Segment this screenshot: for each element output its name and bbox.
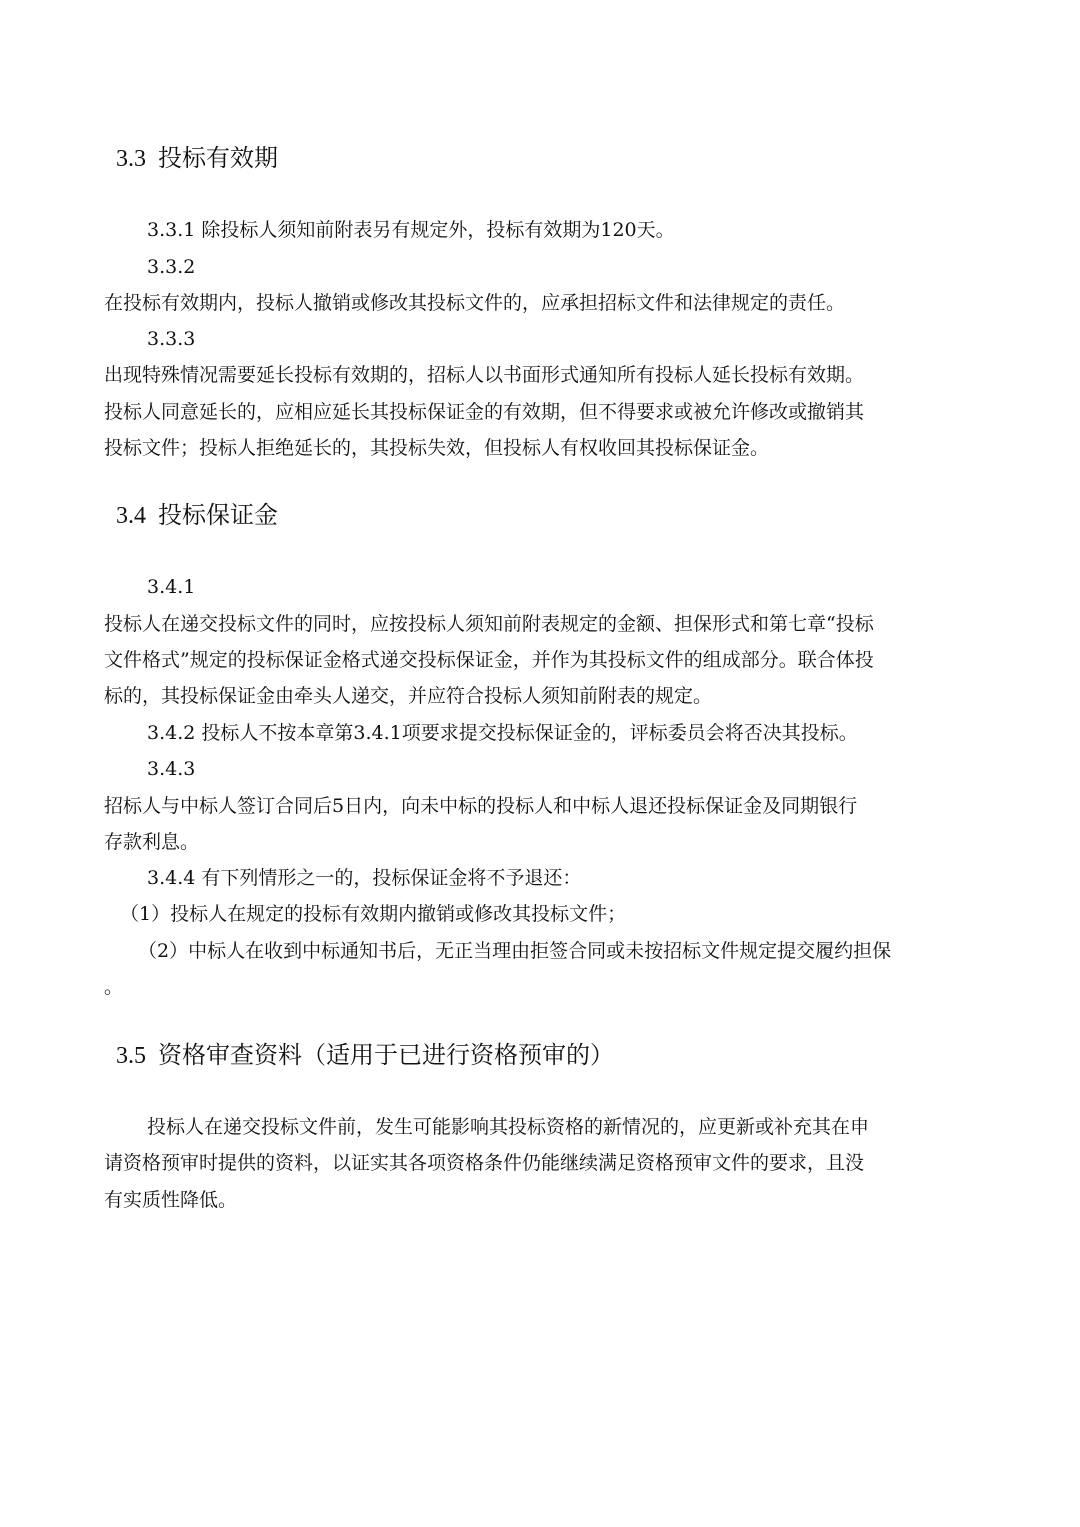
paragraph-line: 3.4.4 有下列情形之一的，投标保证金将不予退还： [147,867,582,889]
paragraph-line: 3.3.2 [147,256,196,278]
section-number: 3.4 [116,503,146,529]
list-item: （2）中标人在收到中标通知书后，无正当理由拒签合同或未按招标文件规定提交履约担保 [138,940,892,962]
paragraph-line: 招标人与中标人签订合同后5日内，向未中标的投标人和中标人退还投标保证金及同期银行 [104,795,858,817]
section-title: 投标有效期 [158,144,278,172]
paragraph-line: 文件格式”规定的投标保证金格式递交投标保证金，并作为其投标文件的组成部分。联合体投 [104,649,874,671]
section-number: 3.5 [116,1043,146,1069]
paragraph-line: 投标人在递交投标文件的同时，应按投标人须知前附表规定的金额、担保形式和第七章“投标 [104,613,874,635]
paragraph-line: 投标人同意延长的，应相应延长其投标保证金的有效期，但不得要求或被允许修改或撤销其 [104,401,865,423]
paragraph-line: 3.3.1 除投标人须知前附表另有规定外，投标有效期为120天。 [147,219,675,241]
paragraph-line: 3.3.3 [147,328,196,350]
list-item: （1）投标人在规定的投标有效期内撤销或修改其投标文件； [120,903,627,925]
paragraph-line: 存款利息。 [104,831,200,853]
section-heading-3-5 [116,1040,614,1071]
paragraph-line: 投标文件；投标人拒绝延长的，其投标失效，但投标人有权收回其投标保证金。 [104,437,770,459]
paragraph-line: 有实质性降低。 [104,1189,238,1211]
paragraph-line: 3.4.3 [147,758,196,780]
section-heading-3-4 [116,500,278,531]
paragraph-line: 标的，其投标保证金由牵头人递交，并应符合投标人须知前附表的规定。 [104,685,713,707]
paragraph-line: 请资格预审时提供的资料，以证实其各项资格条件仍能继续满足资格预审文件的要求，且没 [104,1152,865,1174]
section-title: 资格审查资料（适用于已进行资格预审的） [158,1041,614,1069]
section-heading-3-3 [116,143,278,174]
paragraph-line: 3.4.1 [147,576,196,598]
paragraph-line: 出现特殊情况需要延长投标有效期的，招标人以书面形式通知所有投标人延长投标有效期。 [104,364,865,386]
section-title: 投标保证金 [158,501,278,529]
paragraph-line: 3.4.2 投标人不按本章第3.4.1项要求提交投标保证金的，评标委员会将否决其投标。 [147,722,858,744]
paragraph-line: 。 [104,976,124,998]
paragraph-line: 投标人在递交投标文件前，发生可能影响其投标资格的新情况的，应更新或补充其在申 [147,1116,870,1138]
section-number: 3.3 [116,146,146,172]
paragraph-line: 在投标有效期内，投标人撤销或修改其投标文件的，应承担招标文件和法律规定的责任。 [104,292,846,314]
